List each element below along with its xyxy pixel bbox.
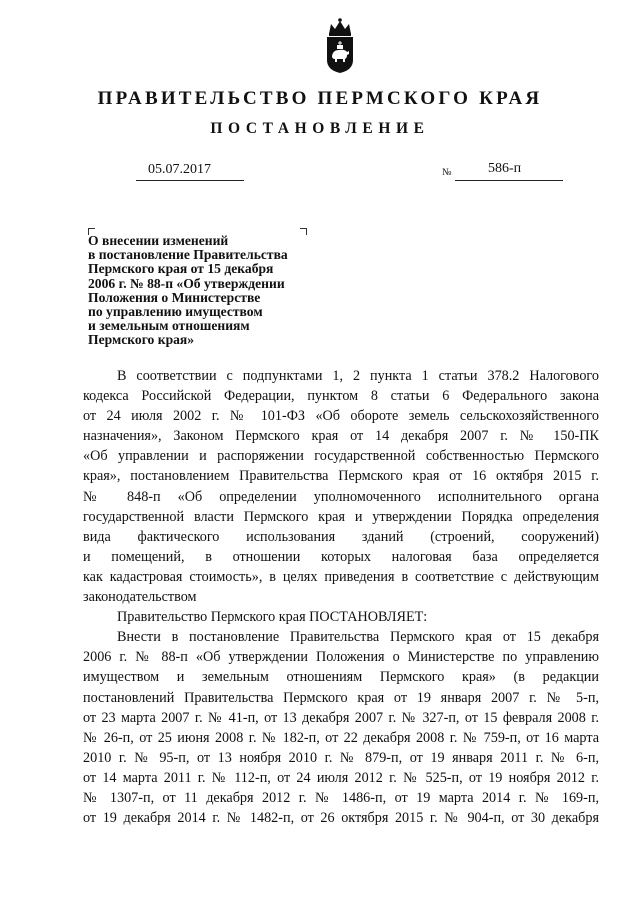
- number-underline: [455, 180, 563, 181]
- document-body: [83, 366, 599, 828]
- perm-krai-coat-of-arms-icon: [323, 16, 357, 74]
- text-line: постановлений Правительства Пермского края от 19 января 2007 г. № 5-п,: [83, 689, 599, 706]
- number-sign: №: [442, 167, 452, 178]
- document-date: 05.07.2017: [148, 162, 211, 177]
- text-line: № 848-п «Об определении уполномоченного исполнительного органа: [83, 488, 599, 505]
- text-line: государственной власти Пермского края и утверждении Порядка определения: [83, 508, 599, 525]
- subject-line: Пермского края от 15 декабря: [88, 261, 274, 277]
- subject-line: Положения о Министерстве: [88, 289, 261, 305]
- text-line: кодекса Российской Федерации, пунктом 8 статьи 6 Федерального закона: [83, 388, 599, 405]
- text-line: «Об управлении и распоряжении государственной собственностью Пермского: [83, 448, 599, 465]
- text-line: как кадастровая стоимость», в целях приведения в соответствие с действующим: [83, 568, 599, 585]
- text-line: 2006 г. № 88-п «Об утверждении Положения о Министерстве по управлению: [83, 649, 599, 666]
- text-line: 2010 г. № 95-п, от 13 ноября 2010 г. № 879-п, от 19 января 2011 г. № 6-п,: [83, 749, 599, 766]
- document-type: ПОСТАНОВЛЕНИЕ: [210, 120, 430, 137]
- text-line: от 23 марта 2007 г. № 41-п, от 13 декабря 2007 г. № 327-п, от 15 февраля 2008 г.: [83, 709, 599, 726]
- subject-line: в постановление Правительства: [88, 247, 288, 263]
- text-line: вида фактического использования зданий (строений, сооружений): [83, 528, 599, 545]
- text-line: назначения», Законом Пермского края от 14 декабря 2007 г. № 150-ПК: [83, 428, 599, 445]
- text-line: В соответствии с подпунктами 1, 2 пункта 1 статьи 378.2 Налогового: [117, 368, 599, 384]
- subject-line: О внесении изменений: [88, 233, 229, 248]
- government-title: ПРАВИТЕЛЬСТВО ПЕРМСКОГО КРАЯ: [97, 88, 543, 109]
- text-line: законодательством: [83, 589, 197, 606]
- amendment-paragraph: [83, 627, 599, 828]
- text-line: от 14 марта 2011 г. № 112-п, от 24 июля 2012 г. № 525-п, от 19 ноября 2012 г.: [83, 769, 599, 786]
- subject-line: по управлению имуществом: [88, 304, 263, 320]
- text-line: Правительство Пермского края ПОСТАНОВЛЯЕТ:: [117, 609, 428, 626]
- subject-line: Пермского края»: [88, 332, 195, 348]
- resolution-paragraph: [83, 607, 599, 627]
- text-line: имуществом и земельным отношениям Пермского края» (в редакции: [83, 669, 599, 686]
- text-line: и помещений, в отношении которых налоговая база определяется: [83, 548, 599, 565]
- text-line: от 24 июля 2002 г. № 101-ФЗ «Об обороте земель сельскохозяйственного: [83, 408, 599, 425]
- date-underline: [136, 180, 244, 181]
- text-line: Внести в постановление Правительства Пермского края от 15 декабря: [117, 629, 599, 646]
- text-line: от 19 декабря 2014 г. № 1482-п, от 26 октября 2015 г. № 904-п, от 30 декабря: [83, 810, 599, 827]
- preamble-paragraph: [83, 366, 599, 607]
- document-subject: [88, 234, 318, 348]
- text-line: № 26-п, от 25 июня 2008 г. № 182-п, от 22 декабря 2008 г. № 759-п, от 16 марта: [83, 729, 599, 746]
- document-number: 586-п: [488, 161, 522, 176]
- subject-line: 2006 г. № 88-п «Об утверждении: [88, 275, 285, 291]
- subject-line: и земельным отношениям: [88, 318, 250, 334]
- text-line: края», постановлением Правительства Пермского края от 16 октября 2015 г.: [83, 468, 599, 485]
- text-line: № 1307-п, от 11 декабря 2012 г. № 1486-п, от 19 марта 2014 г. № 169-п,: [83, 789, 599, 806]
